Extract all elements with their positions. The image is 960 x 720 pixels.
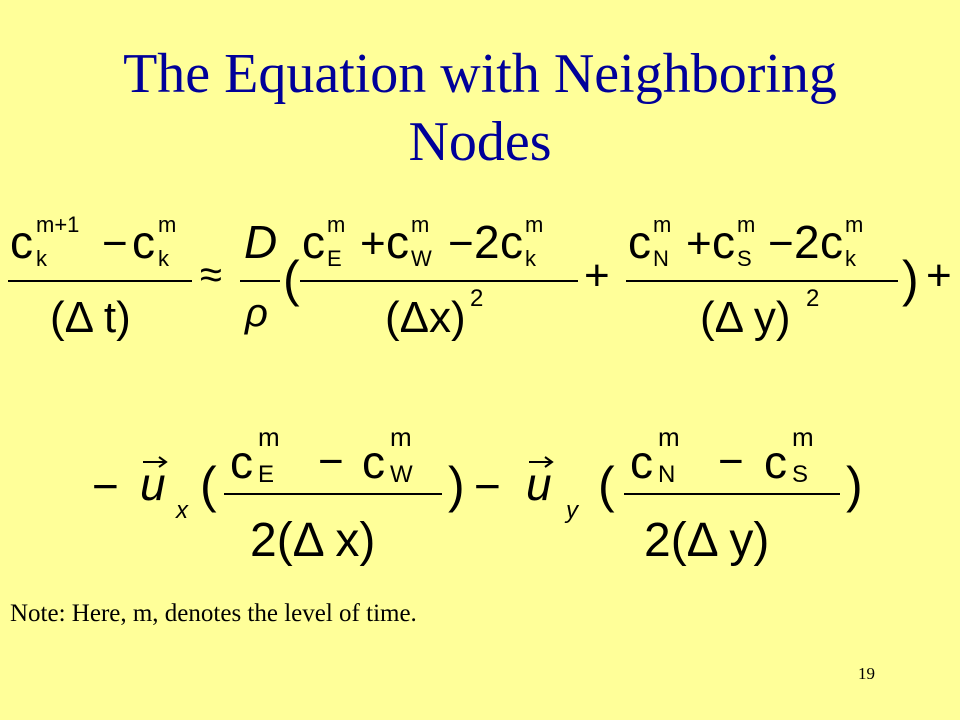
ax-sup1: m <box>258 422 280 452</box>
t2-sup2: m <box>737 212 756 237</box>
equation-line-1 <box>8 212 952 342</box>
trailing-plus: + <box>926 251 952 300</box>
t2-sub1: N <box>653 246 669 271</box>
ay-sub2: S <box>792 461 809 488</box>
u-y-subscript: y <box>566 497 578 524</box>
t1-sub2: W <box>411 246 432 271</box>
t2-c2: c <box>712 216 735 268</box>
coef-numerator: D <box>244 216 278 268</box>
page-number: 19 <box>858 664 875 683</box>
plus-between-terms: + <box>584 251 610 300</box>
term-1-fraction <box>300 212 578 342</box>
ax-c2: c <box>362 436 385 488</box>
advection-y-fraction <box>624 422 840 567</box>
ay-c2: c <box>764 436 787 488</box>
line2-close-paren-2: ) <box>846 457 863 513</box>
t2-two: 2 <box>794 216 820 268</box>
t2-sub3: k <box>845 246 856 271</box>
u-x: u <box>140 458 166 510</box>
t2-sup3: m <box>845 212 864 237</box>
t1-den-exponent: 2 <box>470 285 484 312</box>
lhs-num-c2: c <box>132 216 155 268</box>
ay-c1: c <box>630 436 653 488</box>
ay-sup2: m <box>792 422 814 452</box>
lhs-num-c1: c <box>10 216 33 268</box>
ay-sup1: m <box>658 422 680 452</box>
lhs-denominator: (Δ t) <box>50 293 131 342</box>
u-x-subscript: x <box>176 497 188 524</box>
t1-sup3: m <box>525 212 544 237</box>
advection-x-fraction <box>224 422 442 567</box>
t1-two: 2 <box>474 216 500 268</box>
t2-denominator: (Δ y) <box>700 293 791 342</box>
t2-minus: − <box>768 219 794 268</box>
lhs-num-sub1: k <box>36 246 47 271</box>
coef-denominator: ρ <box>245 291 268 335</box>
t2-plus: + <box>686 219 712 268</box>
t1-sup2: m <box>411 212 430 237</box>
ax-c1: c <box>230 436 253 488</box>
note-text: Note: Here, m, denotes the level of time. <box>10 600 417 627</box>
line2-open-paren-2: ( <box>598 457 615 513</box>
coefficient-fraction <box>240 216 280 335</box>
ay-minus: − <box>718 437 744 486</box>
ax-sub2: W <box>390 461 413 488</box>
ax-sub1: E <box>258 461 275 488</box>
t2-c1: c <box>628 216 651 268</box>
t2-den-exponent: 2 <box>806 285 820 312</box>
line2-minus-1: − <box>92 460 119 512</box>
ax-denominator: 2(Δ x) <box>250 514 376 567</box>
equation-line-2 <box>92 422 863 567</box>
t1-sub3: k <box>525 246 536 271</box>
line2-minus-2: − <box>474 460 501 512</box>
term-2-fraction <box>626 212 898 342</box>
t1-c1: c <box>302 216 325 268</box>
ay-sub1: N <box>658 461 676 488</box>
t2-c3: c <box>820 216 843 268</box>
ax-minus: − <box>318 437 344 486</box>
t1-minus: − <box>448 219 474 268</box>
title-line-2: Nodes <box>408 111 552 173</box>
lhs-num-sup2: m <box>158 212 177 237</box>
t1-sup1: m <box>327 212 346 237</box>
ax-sup2: m <box>390 422 412 452</box>
line2-close-paren-1: ) <box>448 457 465 513</box>
approx-sign: ≈ <box>200 253 222 297</box>
u-y: u <box>526 458 552 510</box>
t2-sup1: m <box>653 212 672 237</box>
ay-denominator: 2(Δ y) <box>644 514 770 567</box>
open-paren-1: ( <box>283 251 300 307</box>
t1-c2: c <box>386 216 409 268</box>
title-line-1: The Equation with Neighboring <box>123 43 837 105</box>
line2-open-paren-1: ( <box>200 457 217 513</box>
t1-plus: + <box>360 219 386 268</box>
t2-sub2: S <box>737 246 752 271</box>
close-paren-1: ) <box>902 251 919 307</box>
t1-sub1: E <box>327 246 342 271</box>
lhs-num-minus: − <box>102 219 128 268</box>
lhs-fraction <box>8 212 192 342</box>
t1-c3: c <box>500 216 523 268</box>
t1-denominator: (Δx) <box>385 293 466 342</box>
lhs-num-sub2: k <box>158 246 169 271</box>
lhs-num-sup1: m+1 <box>36 212 80 237</box>
